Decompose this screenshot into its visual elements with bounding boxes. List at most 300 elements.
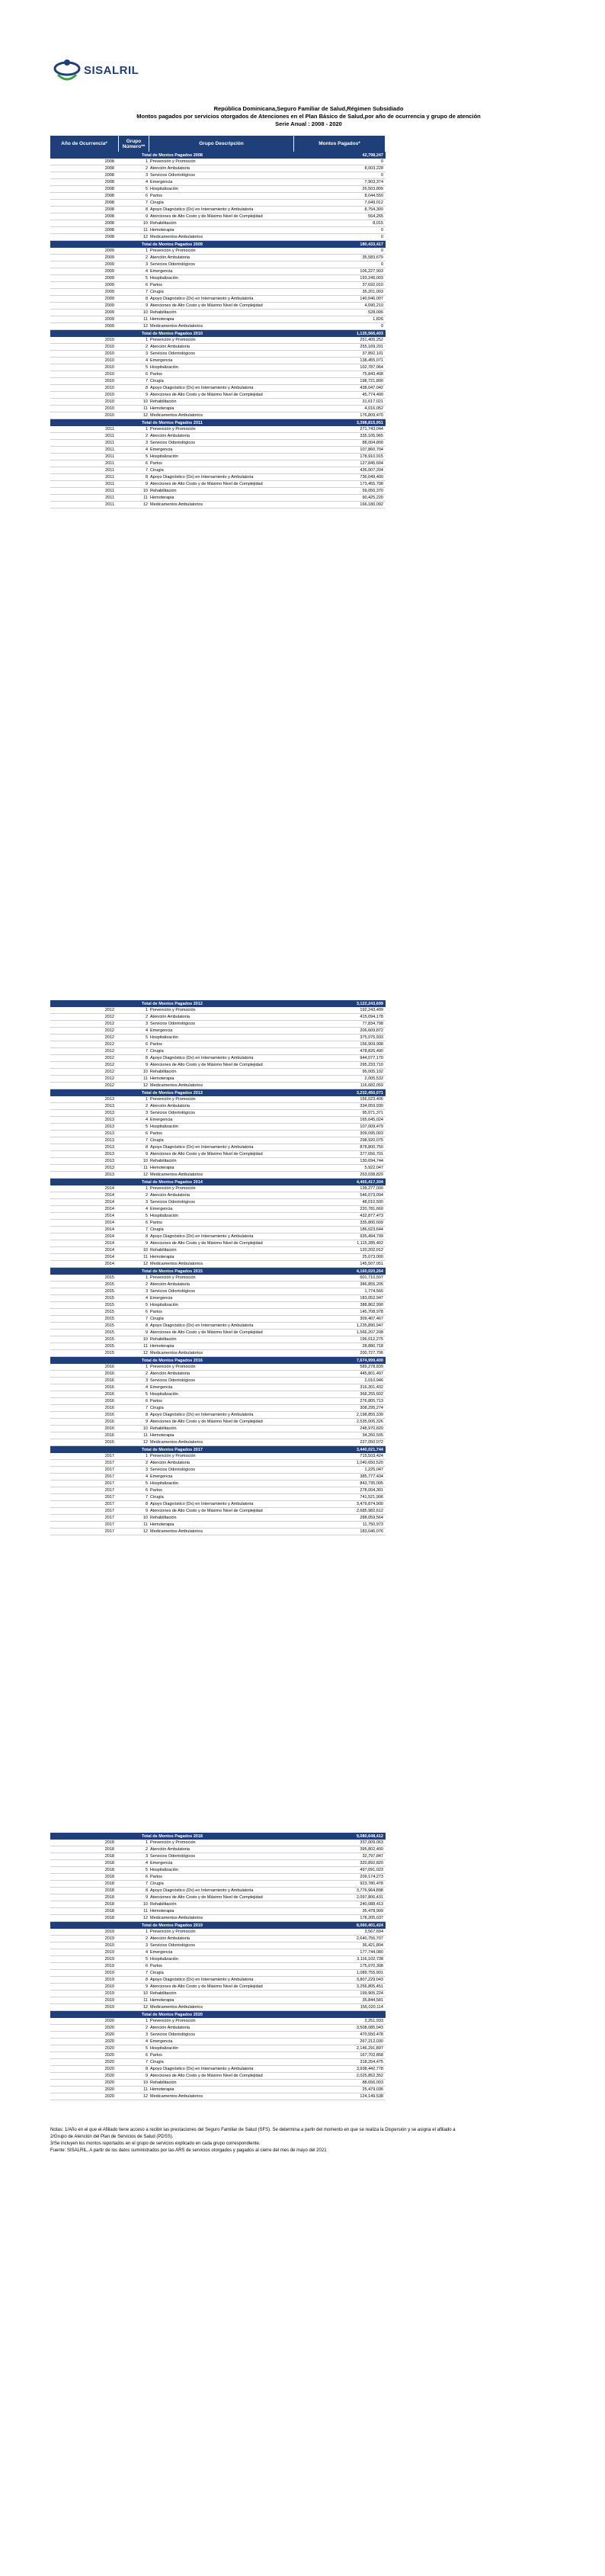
cell-group-description: Atenciones de Alto Costo y de Máximo Nivel de Complejidad <box>150 1330 263 1335</box>
table-row <box>50 1874 386 1881</box>
footnote-3: 3/Se incluyen los montos reportados en el grupo de servicios explicado en cada grupo correspondiente. <box>50 2141 261 2146</box>
cell-year: 2016 <box>104 1426 114 1431</box>
cell-year: 2011 <box>105 461 114 466</box>
cell-group-number: 1 <box>145 1186 148 1191</box>
cell-year: 2019 <box>104 1943 114 1948</box>
table-row <box>50 1432 386 1439</box>
cell-group-description: Prevención y Promoción <box>150 1840 196 1845</box>
cell-group-description: Emergencia <box>150 1950 173 1955</box>
cell-year: 2017 <box>104 1474 114 1479</box>
cell-group-number: 2 <box>145 1847 148 1852</box>
cell-year: 2020 <box>104 2026 114 2030</box>
cell-year: 2009 <box>104 276 114 281</box>
cell-group-description: Prevención y Promoción <box>150 1930 196 1934</box>
cell-group-number: 6 <box>145 461 148 466</box>
table-row <box>50 1384 386 1391</box>
table-row <box>50 1096 386 1103</box>
cell-year: 2011 <box>105 482 114 486</box>
cell-amount: 7,049,012 <box>364 200 383 205</box>
year-total-label: Total de Montos Pagados 2012 <box>142 1001 203 1006</box>
cell-amount: 176,809,470 <box>360 413 383 418</box>
cell-group-number: 2 <box>145 1936 148 1941</box>
cell-group-number: 6 <box>145 1875 148 1879</box>
payments-table <box>50 136 386 508</box>
cell-group-description: Medicamentos Ambulatorios <box>150 413 203 418</box>
table-row <box>50 351 386 358</box>
cell-group-description: Atención Ambulatoria <box>150 1936 190 1941</box>
cell-amount: 196,012,275 <box>360 1337 383 1342</box>
cell-amount: 199,905,224 <box>360 1991 383 1996</box>
cell-amount: 923,780,478 <box>360 1881 383 1886</box>
cell-group-number: 2 <box>145 166 148 171</box>
cell-year: 2017 <box>104 1522 114 1527</box>
cell-group-number: 11 <box>143 228 148 233</box>
table-row <box>50 1467 386 1474</box>
cell-year: 2015 <box>104 1289 114 1294</box>
cell-group-number: 4 <box>145 1207 148 1211</box>
year-total-row <box>50 1268 386 1275</box>
table-row <box>50 1494 386 1501</box>
cell-group-description: Medicamentos Ambulatorios <box>150 1351 203 1355</box>
cell-amount: 1,566,207,208 <box>356 1330 383 1335</box>
cell-group-number: 11 <box>143 1166 148 1170</box>
cell-amount: 3,938,442,778 <box>356 2067 383 2071</box>
cell-group-description: Atenciones de Alto Costo y de Máximo Nivel de Complejidad <box>150 1895 263 1900</box>
cell-amount: 7,903,374 <box>364 180 383 184</box>
cell-amount: 295,233,710 <box>360 1063 383 1067</box>
cell-group-description: Servicios Odontológicos <box>150 173 196 178</box>
cell-amount: 2,198,855,339 <box>356 1413 383 1417</box>
table-row <box>50 1028 386 1035</box>
cell-amount: 935,494,799 <box>360 1234 383 1239</box>
cell-group-description: Apoyo Diagnóstico (Dx) en Internamiento y Ambulatoria <box>150 1145 254 1150</box>
table-row <box>50 1295 386 1302</box>
cell-group-number: 12 <box>142 502 148 507</box>
table-row <box>50 200 386 207</box>
table-row <box>50 1901 386 1908</box>
cell-group-number: 5 <box>145 187 148 191</box>
cell-group-number: 12 <box>142 2005 148 2010</box>
cell-amount: 186,023,644 <box>360 1227 383 1232</box>
cell-year: 2010 <box>104 379 114 383</box>
cell-year: 2011 <box>105 441 114 445</box>
table-row <box>50 1137 386 1144</box>
year-total-row <box>50 152 386 159</box>
table-row <box>50 1867 386 1874</box>
cell-year: 2017 <box>104 1481 114 1486</box>
cell-amount: 77,834,798 <box>362 1022 383 1026</box>
table-row <box>50 1501 386 1508</box>
cell-group-number: 3 <box>145 2032 148 2037</box>
table-row <box>50 481 386 488</box>
year-total-label: Total de Montos Pagados 2009 <box>142 242 203 247</box>
cell-group-description: Atención Ambulatoria <box>150 1847 190 1852</box>
cell-amount: 316,301,432 <box>360 1385 383 1390</box>
cell-group-description: Atenciones de Alto Costo y de Máximo Nivel de Complejidad <box>150 482 263 486</box>
table-row <box>50 227 386 234</box>
table-row <box>50 2018 386 2025</box>
cell-group-number: 6 <box>145 283 148 287</box>
cell-group-number: 12 <box>142 1351 148 1355</box>
cell-amount: 2,146,291,897 <box>356 2046 383 2051</box>
header-year: Año de Ocurrencia* <box>50 136 119 152</box>
cell-amount: 90,425,220 <box>362 496 383 500</box>
table-row <box>50 1977 386 1984</box>
table-row <box>50 1936 386 1942</box>
cell-amount: 715,503,424 <box>360 1454 383 1458</box>
cell-amount: 145,507,051 <box>360 1262 383 1266</box>
cell-group-number: 8 <box>145 297 148 301</box>
cell-year: 2008 <box>104 228 114 233</box>
cell-group-description: Servicios Odontológicos <box>150 1943 196 1948</box>
cell-year: 2013 <box>104 1159 114 1163</box>
table-row <box>50 289 386 296</box>
cell-amount: 35,844,581 <box>362 1998 383 2003</box>
table-row <box>50 1083 386 1089</box>
cell-year: 2012 <box>104 1049 114 1054</box>
table-row <box>50 1991 386 1997</box>
cell-group-number: 9 <box>145 303 148 308</box>
cell-group-number: 8 <box>145 1978 148 1982</box>
cell-amount: 8,003,228 <box>364 166 383 171</box>
cell-amount: 5,922,047 <box>364 1166 383 1170</box>
cell-group-description: Hospitalización <box>150 1124 178 1129</box>
table-row <box>50 1316 386 1323</box>
table-row <box>50 1487 386 1494</box>
cell-group-number: 3 <box>145 1468 148 1472</box>
cell-amount: 1,225,047 <box>364 1468 383 1472</box>
table-row <box>50 172 386 179</box>
table-row <box>50 193 386 200</box>
cell-year: 2017 <box>104 1454 114 1458</box>
cell-group-description: Partos <box>150 1399 162 1403</box>
table-row <box>50 1021 386 1028</box>
table-row <box>50 1480 386 1487</box>
cell-year: 2017 <box>104 1461 114 1465</box>
cell-year: 2018 <box>104 1875 114 1879</box>
cell-group-number: 9 <box>145 1420 148 1424</box>
cell-amount: 4,090,210 <box>364 303 383 308</box>
cell-year: 2014 <box>104 1234 114 1239</box>
cell-amount: 138,455,071 <box>360 358 383 363</box>
cell-group-number: 5 <box>145 1124 148 1129</box>
cell-amount: 156,909,908 <box>360 1042 383 1047</box>
header-group-number: Grupo Número** <box>119 136 149 152</box>
cell-year: 2018 <box>104 1916 114 1920</box>
table-row <box>50 467 386 474</box>
cell-group-number: 7 <box>145 468 148 473</box>
cell-group-description: Hemoterapia <box>150 1344 174 1349</box>
year-total-label: Total de Montos Pagados 2017 <box>142 1447 203 1452</box>
table-row <box>50 2052 386 2059</box>
cell-group-description: Emergencia <box>150 448 173 452</box>
cell-group-number: 12 <box>142 1262 148 1266</box>
cell-group-number: 3 <box>145 1111 148 1115</box>
cell-year: 2010 <box>104 413 114 418</box>
cell-amount: 192,243,499 <box>360 1008 383 1012</box>
cell-group-number: 2 <box>145 345 148 349</box>
cell-year: 2020 <box>104 2019 114 2023</box>
cell-year: 2013 <box>104 1145 114 1150</box>
year-total-row <box>50 241 386 248</box>
cell-year: 2014 <box>104 1186 114 1191</box>
cell-group-number: 5 <box>145 1035 148 1040</box>
cell-group-number: 11 <box>143 317 148 322</box>
cell-amount: 944,077,170 <box>360 1056 383 1060</box>
cell-amount: 318,254,475 <box>360 2060 383 2064</box>
cell-year: 2019 <box>104 1984 114 1989</box>
cell-year: 2009 <box>104 303 114 308</box>
cell-group-number: 10 <box>142 489 148 493</box>
cell-group-description: Medicamentos Ambulatorios <box>150 2094 203 2099</box>
cell-year: 2017 <box>104 1509 114 1513</box>
table-row <box>50 1515 386 1522</box>
header-amount: Montos Pagados* <box>294 136 386 152</box>
cell-amount: 45,774,400 <box>362 393 383 397</box>
cell-group-description: Hospitalización <box>150 1481 178 1486</box>
cell-amount: 130,694,744 <box>360 1159 383 1163</box>
cell-group-number: 2 <box>145 1282 148 1287</box>
cell-group-number: 5 <box>145 1868 148 1872</box>
cell-group-description: Cirugía <box>150 1971 164 1975</box>
cell-group-description: Prevención y Promoción <box>150 1097 196 1102</box>
table-row <box>50 488 386 495</box>
cell-group-description: Cirugía <box>150 1406 164 1410</box>
cell-year: 2017 <box>104 1502 114 1506</box>
cell-group-number: 9 <box>145 1509 148 1513</box>
cell-amount: 271,743,044 <box>360 427 383 431</box>
cell-group-number: 4 <box>145 269 148 274</box>
cell-year: 2018 <box>104 1909 114 1914</box>
cell-amount: 3,479,874,900 <box>356 1502 383 1506</box>
cell-amount: 8,044,550 <box>364 194 383 198</box>
cell-year: 2017 <box>104 1468 114 1472</box>
cell-year: 2018 <box>104 1888 114 1893</box>
cell-year: 2020 <box>104 2080 114 2085</box>
table-row <box>50 1062 386 1069</box>
cell-year: 2011 <box>105 496 114 500</box>
table-row <box>50 1949 386 1956</box>
cell-group-number: 3 <box>145 262 148 267</box>
cell-amount: 106,227,903 <box>360 269 383 274</box>
cell-group-number: 1 <box>145 1097 148 1102</box>
cell-group-number: 4 <box>145 358 148 363</box>
table-row <box>50 1103 386 1110</box>
cell-group-number: 4 <box>145 1950 148 1955</box>
cell-year: 2014 <box>104 1241 114 1246</box>
cell-group-description: Hospitalización <box>150 1214 178 1218</box>
cell-year: 2015 <box>104 1330 114 1335</box>
cell-year: 2012 <box>104 1063 114 1067</box>
table-row <box>50 1076 386 1083</box>
cell-year: 2020 <box>104 2053 114 2058</box>
cell-group-number: 10 <box>142 221 148 226</box>
table-row <box>50 1963 386 1970</box>
cell-group-description: Servicios Odontológicos <box>150 1111 196 1115</box>
cell-group-description: Medicamentos Ambulatorios <box>150 2005 203 2010</box>
header-group-description: Grupo Descripción <box>149 136 294 152</box>
cell-amount: 334,059,930 <box>360 1104 383 1108</box>
cell-group-description: Apoyo Diagnóstico (Dx) en Internamiento y Ambulatoria <box>150 386 254 390</box>
table-row <box>50 1309 386 1316</box>
table-row <box>50 1529 386 1535</box>
cell-year: 2010 <box>104 365 114 370</box>
cell-group-description: Emergencia <box>150 2039 173 2044</box>
table-row <box>50 1840 386 1846</box>
cell-year: 2015 <box>104 1351 114 1355</box>
table-row <box>50 1405 386 1412</box>
cell-amount: 2,251,933 <box>364 2019 383 2023</box>
cell-group-description: Servicios Odontológicos <box>150 2032 196 2037</box>
cell-year: 2018 <box>104 1902 114 1907</box>
table-row <box>50 1364 386 1371</box>
table-row <box>50 1117 386 1124</box>
cell-group-number: 1 <box>145 159 148 164</box>
table-row <box>50 1412 386 1419</box>
cell-amount: 75,843,408 <box>362 372 383 377</box>
cell-group-number: 5 <box>145 1481 148 1486</box>
cell-year: 2013 <box>104 1166 114 1170</box>
cell-group-number: 5 <box>145 2046 148 2051</box>
cell-year: 2015 <box>104 1303 114 1307</box>
cell-group-number: 11 <box>143 1998 148 2003</box>
cell-group-number: 2 <box>145 255 148 260</box>
cell-group-number: 10 <box>142 310 148 315</box>
cell-group-number: 11 <box>143 1522 148 1527</box>
year-total-row <box>50 1089 386 1096</box>
table-row <box>50 1247 386 1254</box>
payments-table <box>50 1000 386 1535</box>
cell-group-description: Partos <box>150 1042 162 1047</box>
table-row <box>50 1110 386 1117</box>
cell-amount: 741,521,906 <box>360 1495 383 1500</box>
cell-year: 2013 <box>104 1138 114 1143</box>
cell-group-description: Partos <box>150 194 162 198</box>
cell-year: 2009 <box>104 290 114 294</box>
cell-amount: 11,750,973 <box>362 1522 383 1527</box>
footnote-source: Fuente: SISALRIL, A partir de los datos suministrados por las ARS de servicios otorgados y pagados al cierre del mes de mayo del 2021 <box>50 2148 327 2153</box>
cell-amount: 193,249,003 <box>360 276 383 281</box>
cell-group-number: 7 <box>145 1049 148 1054</box>
cell-year: 2008 <box>104 166 114 171</box>
table-row <box>50 1048 386 1055</box>
cell-year: 2013 <box>104 1111 114 1115</box>
year-total-value: 180,433,417 <box>360 242 383 247</box>
cell-year: 2008 <box>104 180 114 184</box>
year-total-value: 4,465,417,304 <box>356 1179 383 1185</box>
year-total-value: 3,122,243,699 <box>356 1001 383 1006</box>
table-row <box>50 1336 386 1343</box>
table-row <box>50 1970 386 1977</box>
cell-group-number: 9 <box>145 214 148 219</box>
cell-group-description: Hospitalización <box>150 2046 178 2051</box>
cell-group-number: 7 <box>145 1317 148 1321</box>
cell-group-description: Prevención y Promoción <box>150 2019 196 2023</box>
cell-group-description: Apoyo Diagnóstico (Dx) en Internamiento y Ambulatoria <box>150 1413 254 1417</box>
cell-year: 2010 <box>104 345 114 349</box>
cell-group-description: Servicios Odontológicos <box>150 1022 196 1026</box>
cell-group-description: Emergencia <box>150 1474 173 1479</box>
table-row <box>50 426 386 433</box>
year-total-row <box>50 419 386 426</box>
cell-group-number: 4 <box>145 1118 148 1122</box>
cell-amount: 564,265 <box>368 214 383 219</box>
table-row <box>50 1881 386 1888</box>
cell-amount: 278,004,301 <box>360 1488 383 1493</box>
year-total-value: 3,232,450,071 <box>356 1090 383 1096</box>
year-total-row <box>50 1000 386 1007</box>
cell-amount: 183,046,076 <box>360 1529 383 1534</box>
cell-amount: 0 <box>380 235 383 239</box>
cell-group-description: Cirugía <box>150 200 164 205</box>
cell-group-description: Servicios Odontológicos <box>150 262 196 267</box>
cell-year: 2017 <box>104 1516 114 1520</box>
cell-amount: 388,862,990 <box>360 1303 383 1307</box>
cell-year: 2014 <box>104 1221 114 1225</box>
cell-amount: 2,005,532 <box>364 1076 383 1081</box>
cell-group-description: Emergencia <box>150 180 173 184</box>
table-row <box>50 2059 386 2066</box>
cell-amount: 308,295,274 <box>360 1406 383 1410</box>
cell-year: 2011 <box>105 434 114 438</box>
cell-group-description: Prevención y Promoción <box>150 159 196 164</box>
table-row <box>50 1035 386 1041</box>
table-row <box>50 1240 386 1247</box>
year-total-value: 4,160,020,264 <box>356 1269 383 1274</box>
cell-amount: 34,260,505 <box>362 1433 383 1438</box>
cell-year: 2014 <box>104 1200 114 1205</box>
table-row <box>50 1956 386 1963</box>
cell-year: 2015 <box>104 1282 114 1287</box>
cell-year: 2014 <box>104 1248 114 1253</box>
footnotes <box>50 2127 584 2154</box>
cell-year: 2008 <box>104 207 114 212</box>
cell-group-number: 3 <box>145 173 148 178</box>
cell-group-number: 1 <box>145 1930 148 1934</box>
cell-group-description: Atenciones de Alto Costo y de Máximo Nivel de Complejidad <box>150 2074 263 2078</box>
table-row <box>50 1846 386 1853</box>
cell-amount: 251,405,252 <box>360 338 383 342</box>
table-row <box>50 2073 386 2080</box>
cell-group-description: Hospitalización <box>150 365 178 370</box>
cell-group-description: Medicamentos Ambulatorios <box>150 1173 203 1177</box>
cell-group-number: 8 <box>145 1323 148 1328</box>
cell-group-number: 3 <box>145 441 148 445</box>
cell-year: 2016 <box>104 1385 114 1390</box>
cell-amount: 3,567,694 <box>364 1930 383 1934</box>
cell-group-description: Medicamentos Ambulatorios <box>150 324 203 329</box>
cell-group-description: Hospitalización <box>150 1957 178 1962</box>
table-row <box>50 220 386 227</box>
cell-amount: 377,656,701 <box>360 1152 383 1156</box>
cell-group-number: 1 <box>145 1454 148 1458</box>
cell-amount: 139,277,000 <box>360 1186 383 1191</box>
cell-group-description: Partos <box>150 1221 162 1225</box>
cell-group-number: 2 <box>145 1104 148 1108</box>
table-row <box>50 1474 386 1480</box>
cell-group-number: 1 <box>145 1840 148 1845</box>
cell-group-description: Partos <box>150 2053 162 2058</box>
cell-group-number: 7 <box>145 1227 148 1232</box>
cell-group-number: 9 <box>145 2074 148 2078</box>
cell-year: 2012 <box>104 1070 114 1074</box>
payments-table <box>50 1833 386 2100</box>
cell-group-number: 8 <box>145 1056 148 1060</box>
cell-year: 2015 <box>104 1296 114 1301</box>
cell-amount: 156,023,406 <box>360 1097 383 1102</box>
table-row <box>50 433 386 440</box>
cell-group-description: Medicamentos Ambulatorios <box>150 1916 203 1920</box>
